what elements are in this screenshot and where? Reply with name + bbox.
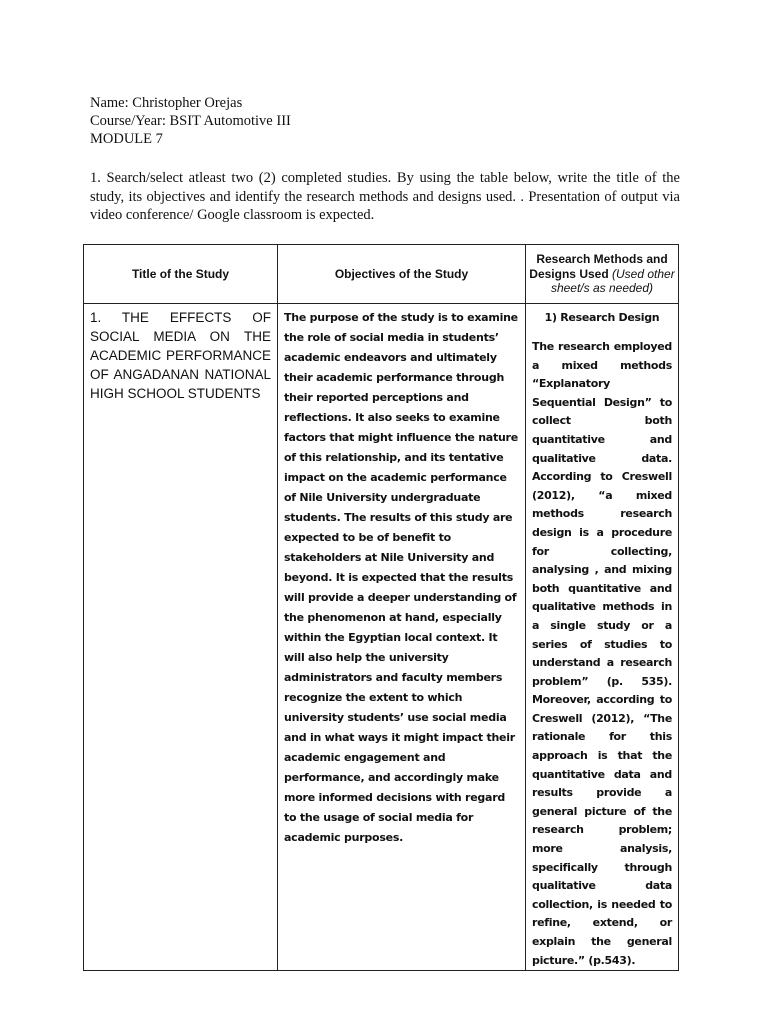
table-header-row — [84, 245, 679, 304]
header-title-of-study: Title of the Study — [84, 245, 278, 304]
study-title: 1. THE EFFECTS OF SOCIAL MEDIA ON THE ACADEMIC PERFORMANCE OF ANGADANAN NATIONAL HIGH SCHOOL STUDENTS — [90, 310, 271, 401]
header-research-methods-note: (Used other sheet/s as needed) — [550, 266, 675, 296]
header-research-methods-label: Research Methods and Designs Used — [529, 252, 668, 281]
methods-content — [526, 304, 678, 970]
study-objectives: The purpose of the study is to examine the role of social media in students’ academic endeavors and ultimately their academic performance through their reported perceptions and reflections. It also seeks to examine factors that might influence the nature of this relationship, and its tentative impact on the academic performance of Nile University undergraduate students. The results of this study are expected to be of benefit to stakeholders at Nile University and beyond. It is expected that the results will provide a deeper understanding of the phenomenon at hand, especially within the Egyptian local context. It will also help the university administrators and faculty members recognize the extent to which university students’ use social media and in what ways it might impact their academic engagement and performance, and accordingly make more informed decisions with regard to the usage of social media for academic purposes. — [284, 311, 518, 844]
cell-title — [84, 304, 278, 971]
cell-methods — [526, 304, 679, 971]
table-row — [84, 304, 679, 971]
student-header — [90, 94, 291, 148]
course-year: Course/Year: BSIT Automotive III — [90, 113, 291, 129]
header-objectives: Objectives of the Study — [278, 245, 526, 304]
research-design-heading: 1) Research Design — [544, 311, 660, 324]
header-research-methods — [526, 245, 679, 304]
research-design-body: The research employed a mixed methods “Explanatory Sequential Design” to collect both quantitative and qualitative data. According to Creswell (2012), “a mixed methods research design is a procedure for collecting, analysing , and mixing both quantitative and qualitative methods in a single study or a series of studies to understand a research problem” (p. 535). Moreover, according to Creswell (2012), “The rationale for this approach is that the quantitative data and results provide a general picture of the research problem; more analysis, specifically through qualitative data collection, is needed to refine, extend, or explain the general picture.” (p.543). — [532, 340, 672, 967]
module-label: MODULE 7 — [90, 131, 163, 147]
student-name: Name: Christopher Orejas — [90, 95, 243, 111]
studies-table — [83, 244, 679, 971]
instruction-text: 1. Search/select atleast two (2) completed studies. By using the table below, write the title of the study, its objectives and identify the research methods and designs used. . Presentation of output via video conference/ Google classroom is expected. — [90, 170, 680, 223]
cell-objectives — [278, 304, 526, 971]
